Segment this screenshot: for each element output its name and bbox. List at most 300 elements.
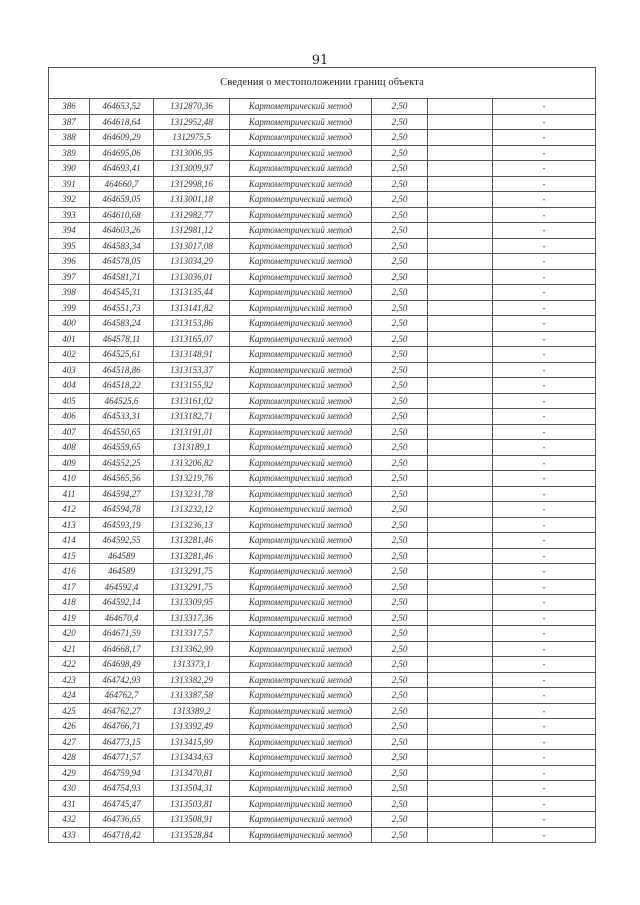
dash-cell: - (493, 331, 596, 347)
accuracy-cell: 2,50 (372, 300, 428, 316)
method-cell: Картометрический метод (230, 827, 372, 843)
dash-cell: - (493, 300, 596, 316)
x-coordinate-cell: 464525,61 (90, 347, 154, 363)
empty-cell (428, 579, 493, 595)
table-row (49, 176, 596, 192)
empty-cell (428, 347, 493, 363)
method-cell: Картометрический метод (230, 440, 372, 456)
empty-cell (428, 719, 493, 735)
y-coordinate-cell: 1313182,71 (154, 409, 230, 425)
method-cell: Картометрический метод (230, 626, 372, 642)
dash-cell: - (493, 750, 596, 766)
method-cell: Картометрический метод (230, 409, 372, 425)
empty-cell (428, 641, 493, 657)
y-coordinate-cell: 1313236,13 (154, 517, 230, 533)
y-coordinate-cell: 1313504,31 (154, 781, 230, 797)
point-number-cell: 398 (49, 285, 90, 301)
dash-cell: - (493, 812, 596, 828)
accuracy-cell: 2,50 (372, 517, 428, 533)
y-coordinate-cell: 1313508,91 (154, 812, 230, 828)
table-row (49, 269, 596, 285)
method-cell: Картометрический метод (230, 145, 372, 161)
x-coordinate-cell: 464668,17 (90, 641, 154, 657)
y-coordinate-cell: 1313387,58 (154, 688, 230, 704)
dash-cell: - (493, 548, 596, 564)
method-cell: Картометрический метод (230, 300, 372, 316)
y-coordinate-cell: 1313141,82 (154, 300, 230, 316)
method-cell: Картометрический метод (230, 176, 372, 192)
method-cell: Картометрический метод (230, 424, 372, 440)
y-coordinate-cell: 1312975,5 (154, 130, 230, 146)
y-coordinate-cell: 1313135,44 (154, 285, 230, 301)
x-coordinate-cell: 464545,31 (90, 285, 154, 301)
empty-cell (428, 145, 493, 161)
method-cell: Картометрический метод (230, 641, 372, 657)
table-row (49, 548, 596, 564)
point-number-cell: 394 (49, 223, 90, 239)
table-row (49, 424, 596, 440)
y-coordinate-cell: 1313006,95 (154, 145, 230, 161)
point-number-cell: 409 (49, 455, 90, 471)
x-coordinate-cell: 464583,34 (90, 238, 154, 254)
accuracy-cell: 2,50 (372, 595, 428, 611)
dash-cell: - (493, 517, 596, 533)
accuracy-cell: 2,50 (372, 424, 428, 440)
point-number-cell: 391 (49, 176, 90, 192)
method-cell: Картометрический метод (230, 657, 372, 673)
point-number-cell: 387 (49, 114, 90, 130)
y-coordinate-cell: 1313434,63 (154, 750, 230, 766)
point-number-cell: 426 (49, 719, 90, 735)
method-cell: Картометрический метод (230, 564, 372, 580)
accuracy-cell: 2,50 (372, 362, 428, 378)
x-coordinate-cell: 464762,27 (90, 703, 154, 719)
y-coordinate-cell: 1313017,08 (154, 238, 230, 254)
dash-cell: - (493, 719, 596, 735)
empty-cell (428, 130, 493, 146)
point-number-cell: 402 (49, 347, 90, 363)
method-cell: Картометрический метод (230, 703, 372, 719)
method-cell: Картометрический метод (230, 610, 372, 626)
accuracy-cell: 2,50 (372, 564, 428, 580)
x-coordinate-cell: 464698,49 (90, 657, 154, 673)
accuracy-cell: 2,50 (372, 657, 428, 673)
table-row (49, 564, 596, 580)
point-number-cell: 412 (49, 502, 90, 518)
y-coordinate-cell: 1313309,95 (154, 595, 230, 611)
x-coordinate-cell: 464742,93 (90, 672, 154, 688)
dash-cell: - (493, 610, 596, 626)
table-body (49, 68, 596, 843)
empty-cell (428, 424, 493, 440)
table-row (49, 145, 596, 161)
method-cell: Картометрический метод (230, 579, 372, 595)
point-number-cell: 400 (49, 316, 90, 332)
x-coordinate-cell: 464592,4 (90, 579, 154, 595)
y-coordinate-cell: 1312998,16 (154, 176, 230, 192)
dash-cell: - (493, 765, 596, 781)
point-number-cell: 397 (49, 269, 90, 285)
method-cell: Картометрический метод (230, 471, 372, 487)
x-coordinate-cell: 464773,15 (90, 734, 154, 750)
point-number-cell: 401 (49, 331, 90, 347)
method-cell: Картометрический метод (230, 796, 372, 812)
point-number-cell: 425 (49, 703, 90, 719)
x-coordinate-cell: 464518,22 (90, 378, 154, 394)
point-number-cell: 427 (49, 734, 90, 750)
point-number-cell: 395 (49, 238, 90, 254)
table-row (49, 300, 596, 316)
point-number-cell: 421 (49, 641, 90, 657)
x-coordinate-cell: 464525,6 (90, 393, 154, 409)
point-number-cell: 420 (49, 626, 90, 642)
x-coordinate-cell: 464693,41 (90, 161, 154, 177)
point-number-cell: 422 (49, 657, 90, 673)
y-coordinate-cell: 1313148,91 (154, 347, 230, 363)
dash-cell: - (493, 564, 596, 580)
y-coordinate-cell: 1313317,57 (154, 626, 230, 642)
accuracy-cell: 2,50 (372, 750, 428, 766)
boundary-points-table (48, 67, 596, 843)
empty-cell (428, 331, 493, 347)
method-cell: Картометрический метод (230, 734, 372, 750)
method-cell: Картометрический метод (230, 548, 372, 564)
dash-cell: - (493, 424, 596, 440)
accuracy-cell: 2,50 (372, 734, 428, 750)
table-row (49, 796, 596, 812)
dash-cell: - (493, 393, 596, 409)
accuracy-cell: 2,50 (372, 145, 428, 161)
x-coordinate-cell: 464594,27 (90, 486, 154, 502)
accuracy-cell: 2,50 (372, 455, 428, 471)
y-coordinate-cell: 1313153,86 (154, 316, 230, 332)
empty-cell (428, 471, 493, 487)
accuracy-cell: 2,50 (372, 331, 428, 347)
point-number-cell: 407 (49, 424, 90, 440)
table-row (49, 393, 596, 409)
method-cell: Картометрический метод (230, 533, 372, 549)
accuracy-cell: 2,50 (372, 765, 428, 781)
point-number-cell: 415 (49, 548, 90, 564)
empty-cell (428, 238, 493, 254)
method-cell: Картометрический метод (230, 781, 372, 797)
x-coordinate-cell: 464581,71 (90, 269, 154, 285)
point-number-cell: 414 (49, 533, 90, 549)
point-number-cell: 430 (49, 781, 90, 797)
dash-cell: - (493, 269, 596, 285)
method-cell: Картометрический метод (230, 502, 372, 518)
y-coordinate-cell: 1313001,18 (154, 192, 230, 208)
y-coordinate-cell: 1313362,99 (154, 641, 230, 657)
table-row (49, 471, 596, 487)
y-coordinate-cell: 1313317,36 (154, 610, 230, 626)
empty-cell (428, 517, 493, 533)
dash-cell: - (493, 781, 596, 797)
y-coordinate-cell: 1313470,81 (154, 765, 230, 781)
empty-cell (428, 207, 493, 223)
table-row (49, 781, 596, 797)
accuracy-cell: 2,50 (372, 796, 428, 812)
x-coordinate-cell: 464589 (90, 564, 154, 580)
x-coordinate-cell: 464671,59 (90, 626, 154, 642)
table-row (49, 641, 596, 657)
method-cell: Картометрический метод (230, 99, 372, 115)
accuracy-cell: 2,50 (372, 688, 428, 704)
x-coordinate-cell: 464736,65 (90, 812, 154, 828)
accuracy-cell: 2,50 (372, 223, 428, 239)
dash-cell: - (493, 99, 596, 115)
method-cell: Картометрический метод (230, 719, 372, 735)
accuracy-cell: 2,50 (372, 440, 428, 456)
y-coordinate-cell: 1313219,76 (154, 471, 230, 487)
empty-cell (428, 176, 493, 192)
accuracy-cell: 2,50 (372, 502, 428, 518)
accuracy-cell: 2,50 (372, 254, 428, 270)
y-coordinate-cell: 1313231,78 (154, 486, 230, 502)
accuracy-cell: 2,50 (372, 269, 428, 285)
x-coordinate-cell: 464759,94 (90, 765, 154, 781)
dash-cell: - (493, 533, 596, 549)
method-cell: Картометрический метод (230, 393, 372, 409)
dash-cell: - (493, 579, 596, 595)
accuracy-cell: 2,50 (372, 641, 428, 657)
y-coordinate-cell: 1313392,49 (154, 719, 230, 735)
point-number-cell: 396 (49, 254, 90, 270)
method-cell: Картометрический метод (230, 331, 372, 347)
x-coordinate-cell: 464589 (90, 548, 154, 564)
x-coordinate-cell: 464593,19 (90, 517, 154, 533)
accuracy-cell: 2,50 (372, 347, 428, 363)
dash-cell: - (493, 595, 596, 611)
point-number-cell: 388 (49, 130, 90, 146)
method-cell: Картометрический метод (230, 192, 372, 208)
table-row (49, 238, 596, 254)
table-row (49, 517, 596, 533)
accuracy-cell: 2,50 (372, 99, 428, 115)
method-cell: Картометрический метод (230, 238, 372, 254)
accuracy-cell: 2,50 (372, 409, 428, 425)
accuracy-cell: 2,50 (372, 285, 428, 301)
accuracy-cell: 2,50 (372, 672, 428, 688)
dash-cell: - (493, 486, 596, 502)
y-coordinate-cell: 1313528,84 (154, 827, 230, 843)
x-coordinate-cell: 464550,65 (90, 424, 154, 440)
table-row (49, 579, 596, 595)
table-row (49, 223, 596, 239)
table-row (49, 378, 596, 394)
dash-cell: - (493, 409, 596, 425)
y-coordinate-cell: 1313161,02 (154, 393, 230, 409)
point-number-cell: 429 (49, 765, 90, 781)
method-cell: Картометрический метод (230, 750, 372, 766)
table-row (49, 486, 596, 502)
empty-cell (428, 688, 493, 704)
x-coordinate-cell: 464718,42 (90, 827, 154, 843)
table-row (49, 440, 596, 456)
method-cell: Картометрический метод (230, 130, 372, 146)
table-row (49, 812, 596, 828)
table-row (49, 455, 596, 471)
accuracy-cell: 2,50 (372, 626, 428, 642)
x-coordinate-cell: 464592,55 (90, 533, 154, 549)
table-row (49, 750, 596, 766)
table-row (49, 765, 596, 781)
dash-cell: - (493, 502, 596, 518)
x-coordinate-cell: 464583,24 (90, 316, 154, 332)
empty-cell (428, 192, 493, 208)
point-number-cell: 419 (49, 610, 90, 626)
table-row (49, 130, 596, 146)
empty-cell (428, 533, 493, 549)
accuracy-cell: 2,50 (372, 176, 428, 192)
accuracy-cell: 2,50 (372, 316, 428, 332)
accuracy-cell: 2,50 (372, 130, 428, 146)
table-row (49, 192, 596, 208)
accuracy-cell: 2,50 (372, 703, 428, 719)
point-number-cell: 418 (49, 595, 90, 611)
empty-cell (428, 440, 493, 456)
x-coordinate-cell: 464594,78 (90, 502, 154, 518)
point-number-cell: 392 (49, 192, 90, 208)
dash-cell: - (493, 471, 596, 487)
empty-cell (428, 362, 493, 378)
y-coordinate-cell: 1313389,2 (154, 703, 230, 719)
x-coordinate-cell: 464618,64 (90, 114, 154, 130)
point-number-cell: 423 (49, 672, 90, 688)
method-cell: Картометрический метод (230, 595, 372, 611)
method-cell: Картометрический метод (230, 347, 372, 363)
table-row (49, 533, 596, 549)
point-number-cell: 405 (49, 393, 90, 409)
method-cell: Картометрический метод (230, 812, 372, 828)
table-row (49, 734, 596, 750)
dash-cell: - (493, 161, 596, 177)
empty-cell (428, 548, 493, 564)
y-coordinate-cell: 1313291,75 (154, 564, 230, 580)
point-number-cell: 403 (49, 362, 90, 378)
y-coordinate-cell: 1313415,99 (154, 734, 230, 750)
point-number-cell: 393 (49, 207, 90, 223)
empty-cell (428, 626, 493, 642)
table-row (49, 719, 596, 735)
method-cell: Картометрический метод (230, 486, 372, 502)
table-row (49, 610, 596, 626)
x-coordinate-cell: 464609,29 (90, 130, 154, 146)
accuracy-cell: 2,50 (372, 610, 428, 626)
x-coordinate-cell: 464695,06 (90, 145, 154, 161)
empty-cell (428, 610, 493, 626)
table-row (49, 409, 596, 425)
dash-cell: - (493, 130, 596, 146)
empty-cell (428, 672, 493, 688)
empty-cell (428, 254, 493, 270)
empty-cell (428, 564, 493, 580)
table-row (49, 161, 596, 177)
accuracy-cell: 2,50 (372, 827, 428, 843)
empty-cell (428, 99, 493, 115)
accuracy-cell: 2,50 (372, 114, 428, 130)
empty-cell (428, 269, 493, 285)
method-cell: Картометрический метод (230, 765, 372, 781)
empty-cell (428, 657, 493, 673)
empty-cell (428, 796, 493, 812)
method-cell: Картометрический метод (230, 254, 372, 270)
dash-cell: - (493, 176, 596, 192)
y-coordinate-cell: 1312870,36 (154, 99, 230, 115)
y-coordinate-cell: 1313291,75 (154, 579, 230, 595)
empty-cell (428, 393, 493, 409)
accuracy-cell: 2,50 (372, 719, 428, 735)
table-row (49, 285, 596, 301)
accuracy-cell: 2,50 (372, 238, 428, 254)
accuracy-cell: 2,50 (372, 486, 428, 502)
y-coordinate-cell: 1312952,48 (154, 114, 230, 130)
method-cell: Картометрический метод (230, 672, 372, 688)
empty-cell (428, 486, 493, 502)
table-row (49, 657, 596, 673)
y-coordinate-cell: 1312982,77 (154, 207, 230, 223)
empty-cell (428, 114, 493, 130)
x-coordinate-cell: 464653,52 (90, 99, 154, 115)
empty-cell (428, 812, 493, 828)
table-row (49, 672, 596, 688)
dash-cell: - (493, 672, 596, 688)
empty-cell (428, 750, 493, 766)
point-number-cell: 413 (49, 517, 90, 533)
accuracy-cell: 2,50 (372, 207, 428, 223)
x-coordinate-cell: 464565,56 (90, 471, 154, 487)
y-coordinate-cell: 1313191,01 (154, 424, 230, 440)
point-number-cell: 399 (49, 300, 90, 316)
x-coordinate-cell: 464578,11 (90, 331, 154, 347)
empty-cell (428, 502, 493, 518)
dash-cell: - (493, 455, 596, 471)
table-row (49, 254, 596, 270)
table-row (49, 331, 596, 347)
x-coordinate-cell: 464610,68 (90, 207, 154, 223)
accuracy-cell: 2,50 (372, 812, 428, 828)
method-cell: Картометрический метод (230, 517, 372, 533)
point-number-cell: 404 (49, 378, 90, 394)
empty-cell (428, 378, 493, 394)
point-number-cell: 411 (49, 486, 90, 502)
accuracy-cell: 2,50 (372, 192, 428, 208)
dash-cell: - (493, 192, 596, 208)
empty-cell (428, 223, 493, 239)
dash-cell: - (493, 254, 596, 270)
accuracy-cell: 2,50 (372, 781, 428, 797)
point-number-cell: 386 (49, 99, 90, 115)
page-number: 91 (311, 53, 329, 68)
y-coordinate-cell: 1313281,46 (154, 533, 230, 549)
accuracy-cell: 2,50 (372, 548, 428, 564)
empty-cell (428, 703, 493, 719)
dash-cell: - (493, 285, 596, 301)
empty-cell (428, 781, 493, 797)
dash-cell: - (493, 207, 596, 223)
accuracy-cell: 2,50 (372, 533, 428, 549)
point-number-cell: 390 (49, 161, 90, 177)
table-row (49, 827, 596, 843)
x-coordinate-cell: 464670,4 (90, 610, 154, 626)
point-number-cell: 389 (49, 145, 90, 161)
point-number-cell: 424 (49, 688, 90, 704)
dash-cell: - (493, 657, 596, 673)
table-row (49, 99, 596, 115)
empty-cell (428, 161, 493, 177)
accuracy-cell: 2,50 (372, 378, 428, 394)
dash-cell: - (493, 626, 596, 642)
